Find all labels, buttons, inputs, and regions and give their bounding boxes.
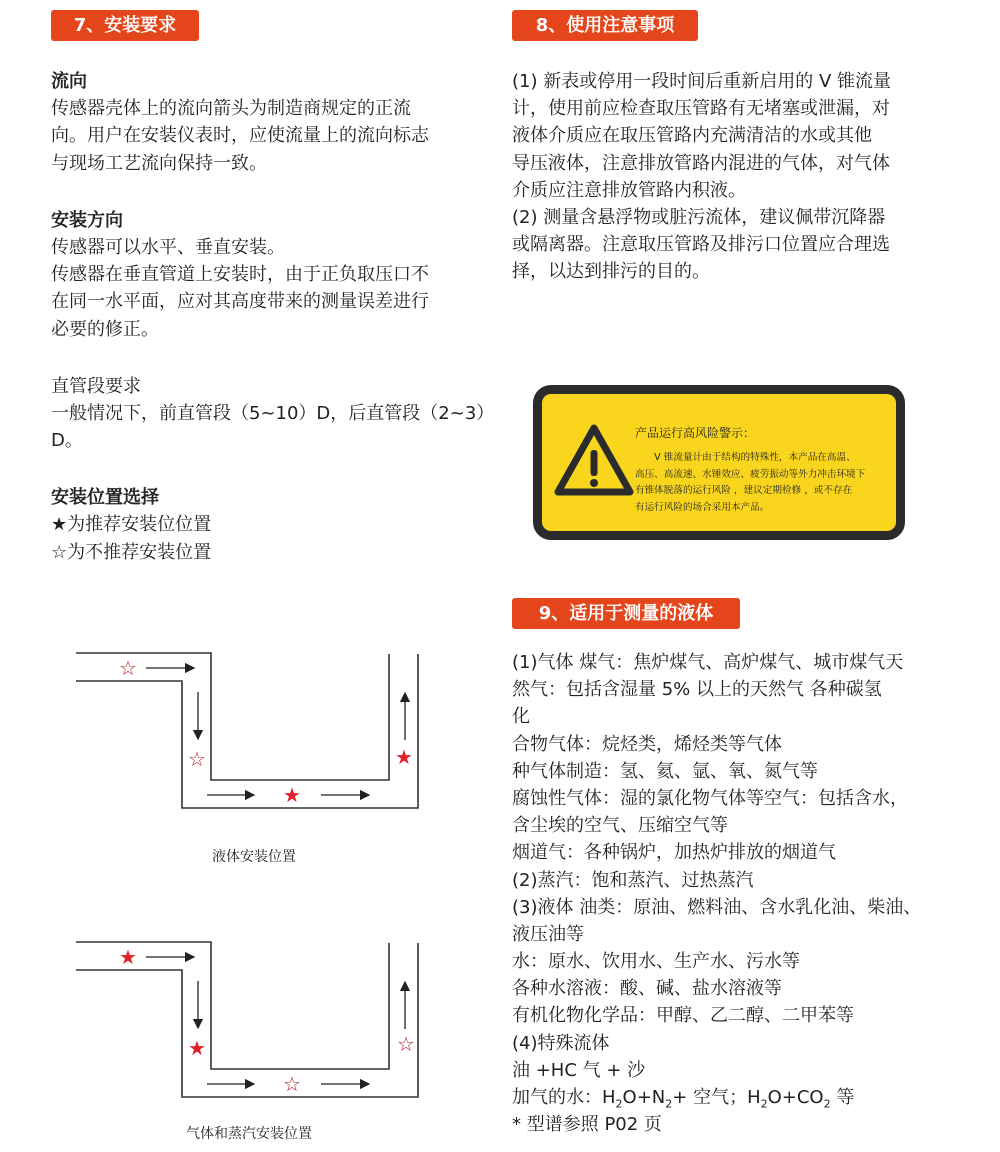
section8-title: 8、使用注意事项 bbox=[512, 10, 698, 41]
star-outline-icon: ☆ bbox=[397, 1032, 415, 1056]
flow-heading: 流向 bbox=[51, 71, 87, 92]
text-line: 一般情况下，前直管段（5~10）D，后直管段（2~3） bbox=[51, 402, 495, 424]
text-line: 液压油等 bbox=[512, 923, 584, 945]
formula-line bbox=[512, 1084, 921, 1111]
text-line: (4)特殊流体 bbox=[512, 1032, 610, 1054]
text-line: 化 bbox=[512, 706, 530, 728]
warning-sign bbox=[533, 385, 905, 540]
warning-body bbox=[635, 450, 865, 516]
star-outline-icon: ☆ bbox=[283, 1072, 301, 1096]
star-filled-icon: ★ bbox=[188, 1036, 206, 1060]
text-line: 介质应注意排放管路内积液。 bbox=[512, 179, 746, 201]
formula-part: O+CO bbox=[767, 1087, 824, 1108]
warning-line: 有锥体脱落的运行风险 ，建议定期检修 ，或不存在 bbox=[635, 485, 853, 496]
text-line: 有机化物化学品：甲醇、乙二醇、二甲苯等 bbox=[512, 1005, 854, 1027]
formula-part: + 空气；H bbox=[672, 1087, 761, 1108]
text-line: 含尘埃的空气、压缩空气等 bbox=[512, 815, 728, 837]
formula-part: O+N bbox=[622, 1087, 666, 1108]
section9-text bbox=[512, 649, 921, 1138]
formula-part: 等 bbox=[830, 1087, 855, 1108]
text-line: 各种水溶液：酸、碱、盐水溶液等 bbox=[512, 978, 782, 1000]
section8-text bbox=[512, 68, 891, 286]
text-line: 与现场工艺流向保持一致。 bbox=[51, 152, 267, 174]
text-line: (2)蒸汽：饱和蒸汽、过热蒸汽 bbox=[512, 869, 754, 891]
text-line: 向。用户在安装仪表时，应使流量上的流向标志 bbox=[51, 125, 429, 147]
text-line: 或隔离器。注意取压管路及排污口位置应合理选 bbox=[512, 234, 890, 256]
straight-heading: 直管段要求 bbox=[51, 375, 141, 397]
text-line: (3)液体 油类：原油、燃料油、含水乳化油、柴油、 bbox=[512, 896, 922, 918]
text-line: 必要的修正。 bbox=[51, 318, 159, 340]
text-line: (2) 测量含悬浮物或脏污流体，建议佩带沉降器 bbox=[512, 206, 886, 228]
text-line: 烟道气：各种锅炉，加热炉排放的烟道气 bbox=[512, 842, 836, 864]
text-line: 液体介质应在取压管路内充满清洁的水或其他 bbox=[512, 125, 872, 147]
text-line: 在同一水平面，应对其高度带来的测量误差进行 bbox=[51, 291, 429, 313]
liquid-diagram bbox=[76, 653, 418, 808]
formula-sub: 2 bbox=[665, 1097, 673, 1111]
direction-heading: 安装方向 bbox=[51, 209, 123, 231]
section7-title: 7、安装要求 bbox=[51, 10, 199, 41]
warning-line: 有运行风险的场合采用本产品。 bbox=[635, 501, 770, 513]
position-heading: 安装位置选择 bbox=[51, 487, 159, 509]
gas-diagram-caption: 气体和蒸汽安装位置 bbox=[186, 1126, 312, 1142]
text-line: 传感器壳体上的流向箭头为制造商规定的正流 bbox=[51, 98, 411, 120]
text-line: 择，以达到排污的目的。 bbox=[512, 261, 710, 283]
text-line: 水：原水、饮用水、生产水、污水等 bbox=[512, 951, 800, 973]
text-line: 传感器可以水平、垂直安装。 bbox=[51, 236, 285, 258]
formula-part: 加气的水：H bbox=[512, 1087, 616, 1108]
text-line: 合物气体：烷烃类，烯烃类等气体 bbox=[512, 733, 782, 755]
text-line: (1) 新表或停用一段时间后重新启用的 V 锥流量 bbox=[512, 71, 891, 92]
star-filled-icon: ★ bbox=[119, 945, 137, 969]
text-line: 导压液体，注意排放管路内混进的气体，对气体 bbox=[512, 152, 890, 174]
text-line: (1)气体 煤气：焦炉煤气、高炉煤气、城市煤气天 bbox=[512, 652, 904, 673]
warning-line: 高压、高流速、水锤效应、疲劳振动等外力冲击环境下 bbox=[635, 468, 866, 480]
text-line: D。 bbox=[51, 430, 83, 452]
text-line: ★为推荐安装位位置 bbox=[51, 514, 212, 536]
section9-title: 9、适用于测量的液体 bbox=[512, 598, 740, 629]
text-line: 传感器在垂直管道上安装时，由于正负取压口不 bbox=[51, 264, 429, 286]
formula-sub: 2 bbox=[760, 1097, 768, 1111]
star-filled-icon: ★ bbox=[395, 745, 413, 769]
liquid-diagram-caption: 液体安装位置 bbox=[212, 849, 296, 865]
formula-sub: 2 bbox=[615, 1097, 623, 1111]
star-filled-icon: ★ bbox=[283, 783, 301, 807]
warning-triangle-icon bbox=[554, 422, 634, 502]
star-outline-icon: ☆ bbox=[188, 747, 206, 771]
text-line: 种气体制造：氢、氦、氩、氧、氮气等 bbox=[512, 760, 818, 782]
star-outline-icon: ☆ bbox=[119, 656, 137, 680]
gas-diagram bbox=[76, 942, 418, 1097]
formula-sub: 2 bbox=[823, 1097, 831, 1111]
text-line: 腐蚀性气体：湿的氯化物气体等空气：包括含水， bbox=[512, 787, 908, 809]
warning-line: V 锥流量计由于结构的特殊性，本产品在高温、 bbox=[635, 452, 856, 463]
text-line: 油 +HC 气 + 沙 bbox=[512, 1059, 646, 1081]
text-line: 计，使用前应检查取压管路有无堵塞或泄漏，对 bbox=[512, 98, 890, 120]
text-line: ☆为不推荐安装位置 bbox=[51, 541, 212, 563]
warning-title: 产品运行高风险警示： bbox=[635, 426, 756, 440]
text-line: 然气：包括含湿量 5% 以上的天然气 各种碳氢 bbox=[512, 679, 882, 701]
note-line: * 型谱参照 P02 页 bbox=[512, 1114, 662, 1136]
